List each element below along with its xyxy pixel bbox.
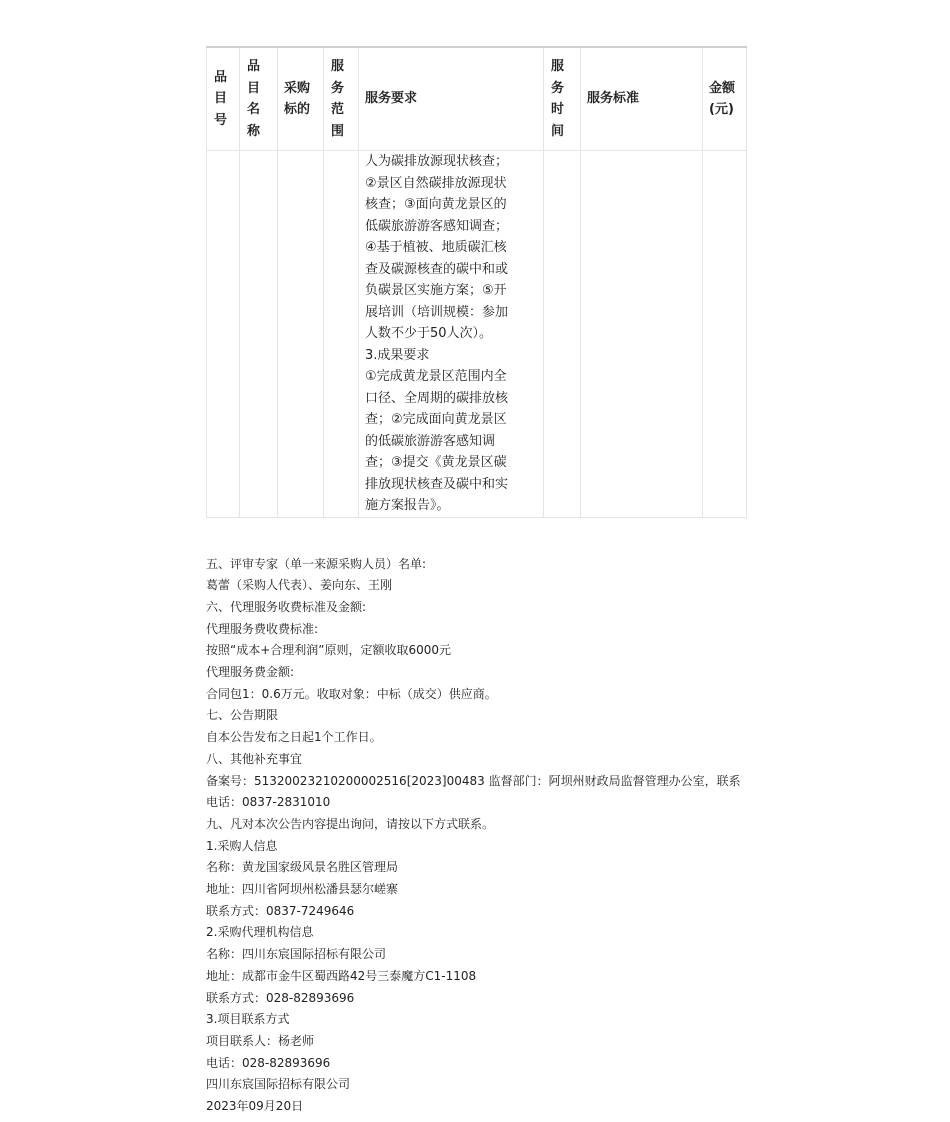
document-page: [206, 46, 746, 1118]
requirement-line: 口径、全周期的碳排放核: [365, 390, 509, 406]
requirement-line: 查；②完成面向黄龙景区: [365, 412, 507, 427]
purchaser-info-heading: 1.采购人信息: [206, 838, 278, 853]
cell-procurement-target: [278, 151, 324, 518]
cell-item-name: [240, 151, 278, 518]
cell-amount: [703, 151, 747, 518]
header-item-number: 品 目 号: [207, 47, 240, 151]
section-heading-review-experts: 五、评审专家（单一来源采购人员）名单:: [206, 556, 427, 571]
fee-standard-value: 按照“成本+合理利润”原则，定额收取6000元: [206, 643, 452, 658]
requirement-line: 负碳景区实施方案；⑤开: [365, 283, 507, 298]
cell-item-number: [207, 151, 240, 518]
requirement-line: 人数不少于50人次）。: [365, 326, 493, 341]
requirement-line: 施方案报告》。: [365, 498, 450, 513]
cell-service-time: [544, 151, 581, 518]
requirement-line: 核查；③面向黄龙景区的: [365, 197, 507, 212]
notice-period-value: 自本公告发布之日起1个工作日。: [206, 730, 382, 745]
agency-name: 名称：四川东宸国际招标有限公司: [206, 947, 387, 962]
filing-number-and-supervisor: 备案号：5132002321020000251​6[2023]00483 监督部门：阿坝州财政局监督管理办公室，联系电话：0837-2831010: [206, 773, 741, 810]
requirement-line: 低碳旅游游客感知调查；: [365, 218, 509, 234]
project-contact-person: 项目联系人：杨老师: [206, 1033, 315, 1048]
signature-organization: 四川东宸国际招标有限公司: [206, 1077, 351, 1092]
signature-date: 2023年09月20日: [206, 1099, 304, 1114]
agency-phone: 联系方式：028-82893696: [206, 990, 355, 1005]
agency-address: 地址：成都市金牛区蜀西路42号三泰魔方C1-1108: [206, 968, 477, 983]
table-row: [207, 151, 747, 518]
agency-info-heading: 2.采购代理机构信息: [206, 925, 314, 940]
cell-service-scope: [324, 151, 359, 518]
fee-standard-label: 代理服务费收费标准:: [206, 621, 319, 636]
header-procurement-target: 采购 标的: [278, 47, 324, 151]
section-heading-notice-period: 七、公告期限: [206, 708, 279, 723]
project-contact-heading: 3.项目联系方式: [206, 1012, 290, 1027]
header-service-standard: 服务标准: [581, 47, 703, 151]
requirement-line: 排放现状核查及碳中和实: [365, 476, 509, 492]
purchaser-phone: 联系方式：0837-7249646: [206, 903, 355, 918]
section-heading-other-matters: 八、其他补充事宜: [206, 751, 303, 766]
fee-amount-label: 代理服务费金额:: [206, 665, 295, 680]
requirement-line: ②景区自然碳排放源现状: [365, 175, 507, 191]
fee-amount-value: 合同包1：0.6万元。收取对象：中标（成交）供应商。: [206, 686, 497, 701]
header-amount: 金额 (元): [703, 47, 747, 151]
requirement-line: 人为碳排放源现状核查；: [365, 154, 509, 169]
requirement-line: ④基于植被、地质碳汇核: [365, 240, 507, 255]
header-service-scope: 服 务 范 围: [324, 47, 359, 151]
cell-service-standard: [581, 151, 703, 518]
requirement-line: 查；③提交《黄龙景区碳: [365, 455, 507, 470]
table-header-row: [207, 47, 747, 151]
header-service-time: 服 务 时 间: [544, 47, 581, 151]
project-contact-phone: 电话：028-82893696: [206, 1055, 331, 1070]
section-heading-contact: 九、凡对本次公告内容提出询问，请按以下方式联系。: [206, 816, 495, 831]
cell-service-requirements: [359, 151, 544, 518]
announcement-body: [206, 554, 746, 1118]
header-item-name: 品 目 名 称: [240, 47, 278, 151]
header-service-requirements: 服务要求: [359, 47, 544, 151]
requirement-line: 的低碳旅游游客感知调: [365, 433, 496, 449]
requirement-line: 查及碳源核查的碳中和或: [365, 261, 509, 277]
purchaser-name: 名称：黄龙国家级风景名胜区管理局: [206, 860, 399, 875]
requirement-line: 3.成果要求: [365, 347, 430, 363]
purchaser-address: 地址：四川省阿坝州松潘县瑟尔嵯寨: [206, 882, 399, 897]
procurement-spec-table: [206, 46, 747, 518]
expert-names: 葛蕾（采购人代表）、姜向东、王刚: [206, 578, 393, 593]
requirement-line: ①完成黄龙景区范围内全: [365, 369, 507, 384]
section-heading-agency-fee: 六、代理服务收费标准及金额:: [206, 599, 367, 614]
requirement-line: 展培训（培训规模：参加: [365, 304, 509, 320]
